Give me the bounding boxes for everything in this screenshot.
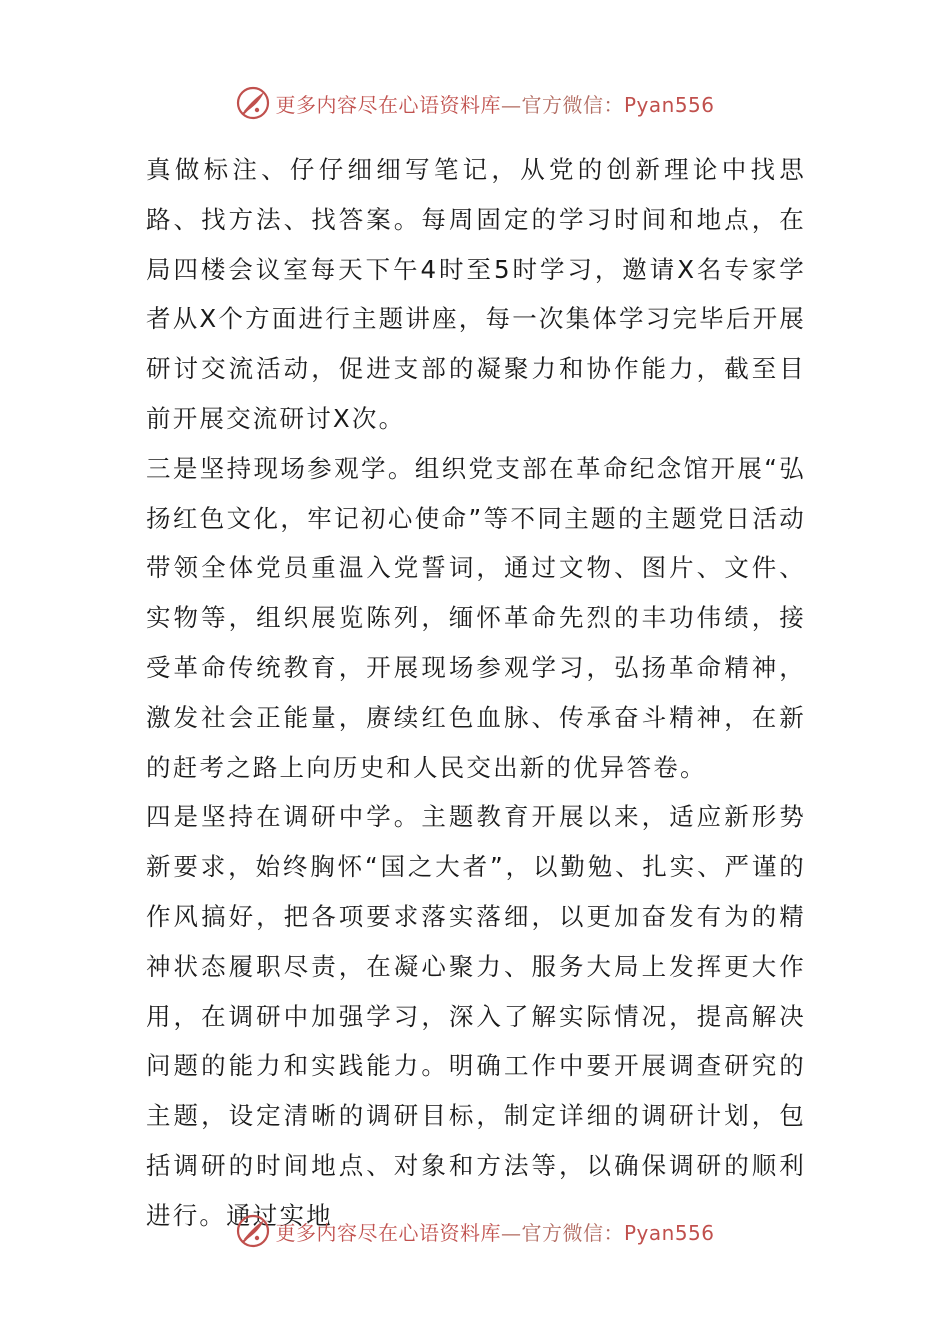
paragraph-site-visit: 三是坚持现场参观学。组织党支部在革命纪念馆开展“弘扬红色文化，牢记初心使命”等不同主题的主题党日活动带领全体党员重温入党誓词，通过文物、图片、文件、实物等，组织展览陈列，缅怀革命先烈的丰功伟绩，接受革命传统教育，开展现场参观学习，弘扬革命精神，激发社会正能量，赓续红色血脉、传承奋斗精神，在新的赶考之路上向历史和人民交出新的优异答卷。	[146, 453, 806, 782]
banner-wechat-id: Pyan556	[623, 92, 715, 117]
footer-watermark-banner	[0, 1209, 950, 1253]
banner-wechat-label: —官方微信：	[500, 1220, 624, 1245]
quill-logo-icon	[235, 1213, 271, 1249]
paragraph-research: 四是坚持在调研中学。主题教育开展以来，适应新形势新要求，始终胸怀“国之大者”，以勤勉、扎实、严谨的作风搞好，把各项要求落实落细，以更加奋发有为的精神状态履职尽责，在凝心聚力、服务大局上发挥更大作用，在调研中加强学习，深入了解实际情况，提高解决问题的能力和实践能力。明确工作中要开展调查研究的主题，设定清晰的调研目标，制定详细的调研计划，包括调研的时间地点、对象和方法等，以确保调研的顺利进行。通过实地	[146, 802, 806, 1230]
quill-logo-icon	[235, 85, 271, 121]
paragraph-continued: 真做标注、仔仔细细写笔记，从党的创新理论中找思路、找方法、找答案。每周固定的学习时间和地点，在局四楼会议室每天下午4时至5时学习，邀请X名专家学者从X个方面进行主题讲座，每一次集体学习完毕后开展研讨交流活动，促进支部的凝聚力和协作能力，截至目前开展交流研讨X次。	[146, 155, 806, 433]
banner-text	[275, 89, 714, 118]
banner-text	[275, 1217, 714, 1246]
banner-wechat-id: Pyan556	[623, 1220, 715, 1245]
banner-lead: 更多内容尽在心语资料库	[275, 92, 501, 117]
header-watermark-banner	[0, 81, 950, 125]
banner-wechat-label: —官方微信：	[500, 92, 624, 117]
document-body	[146, 145, 806, 1241]
banner-lead: 更多内容尽在心语资料库	[275, 1220, 501, 1245]
